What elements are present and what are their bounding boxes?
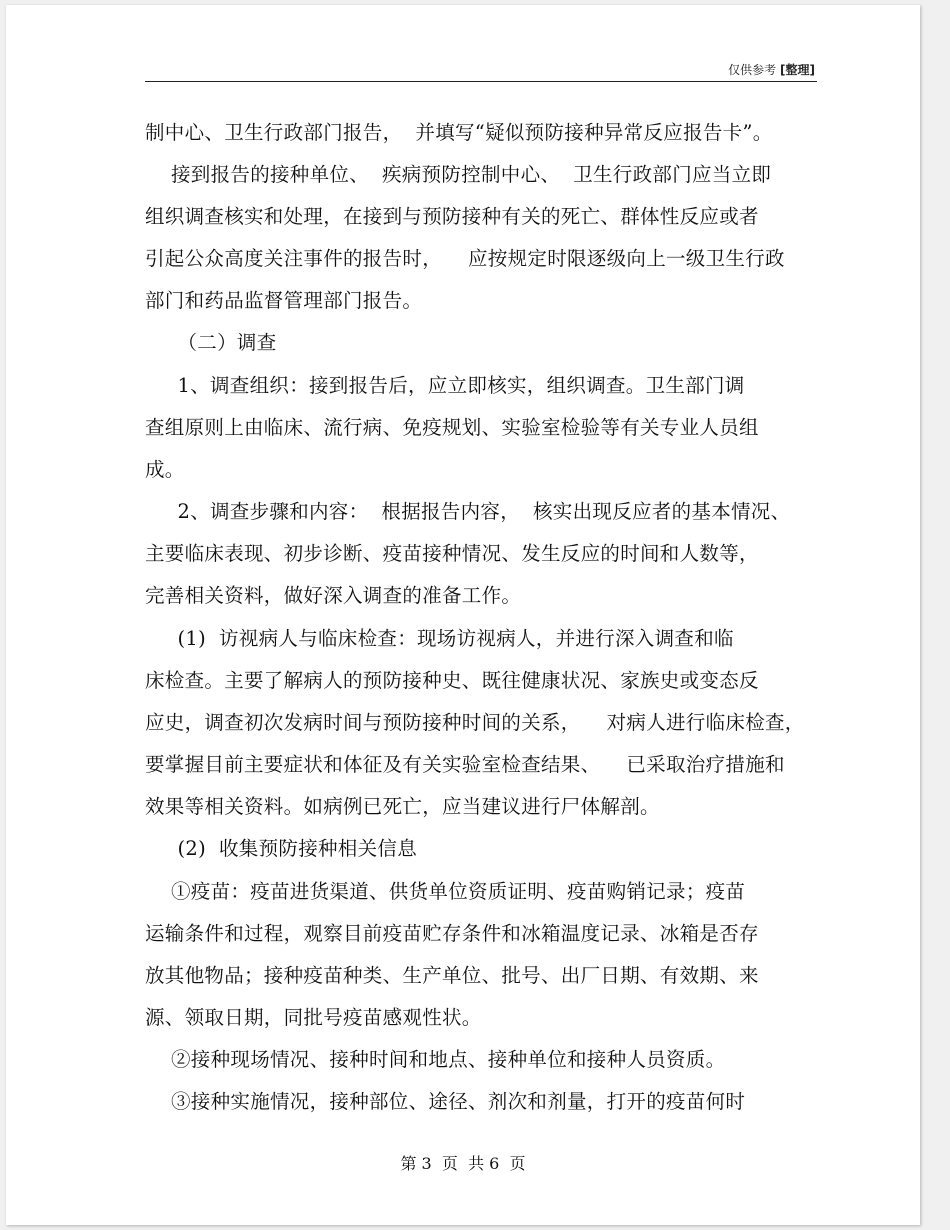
body-line: 1、调查组织：接到报告后，应立即核实，组织调查。卫生部门调 xyxy=(145,374,745,397)
page-header xyxy=(145,61,815,77)
body-line: 运输条件和过程，观察目前疫苗贮存条件和冰箱温度记录、冰箱是否存 xyxy=(145,922,759,945)
body-line: 成。 xyxy=(145,458,185,481)
header-text: 仅供参考 xyxy=(728,63,777,77)
body-line: 部门和药品监督管理部门报告。 xyxy=(145,289,423,312)
body-line: 查组原则上由临床、流行病、免疫规划、实验室检验等有关专业人员组 xyxy=(145,416,759,439)
body-line: ②接种现场情况、接种时间和地点、接种单位和接种人员资质。 xyxy=(145,1048,726,1071)
body-line: (1) 访视病人与临床检查：现场访视病人，并进行深入调查和临 xyxy=(145,627,734,650)
body-line: 制中心、卫生行政部门报告， 并填写“疑似预防接种异常反应报告卡”。 xyxy=(145,121,773,144)
body-line: 应史，调查初次发病时间与预防接种时间的关系， 对病人进行临床检查， xyxy=(145,711,805,734)
body-line: 接到报告的接种单位、 疾病预防控制中心、 卫生行政部门应当立即 xyxy=(145,163,772,186)
body-line: ①疫苗：疫苗进货渠道、供货单位资质证明、疫苗购销记录；疫苗 xyxy=(145,880,746,903)
header-rule xyxy=(145,81,817,82)
body-line: 组织调查核实和处理，在接到与预防接种有关的死亡、群体性反应或者 xyxy=(145,205,759,228)
body-line: 引起公众高度关注事件的报告时， 应按规定时限逐级向上一级卫生行政 xyxy=(145,247,785,270)
body-line: 完善相关资料，做好深入调查的准备工作。 xyxy=(145,584,522,607)
body-line: 效果等相关资料。如病例已死亡，应当建议进行尸体解剖。 xyxy=(145,795,660,818)
section-heading: （二）调查 xyxy=(145,331,277,354)
body-line: 主要临床表现、初步诊断、疫苗接种情况、发生反应的时间和人数等， xyxy=(145,542,759,565)
subsection-heading: (2) 收集预防接种相关信息 xyxy=(145,837,418,860)
body-line: ③接种实施情况，接种部位、途径、剂次和剂量，打开的疫苗何时 xyxy=(145,1090,746,1113)
header-bracket: [整理] xyxy=(780,63,815,77)
document-page xyxy=(6,5,920,1225)
body-line: 2、调查步骤和内容： 根据报告内容， 核实出现反应者的基本情况、 xyxy=(145,500,791,523)
body-line: 源、领取日期，同批号疫苗感观性状。 xyxy=(145,1006,482,1029)
body-line: 放其他物品；接种疫苗种类、生产单位、批号、出厂日期、有效期、来 xyxy=(145,964,759,987)
body-line: 床检查。主要了解病人的预防接种史、既往健康状况、家族史或变态反 xyxy=(145,669,759,692)
body-line: 要掌握目前主要症状和体征及有关实验室检查结果、 已采取治疗措施和 xyxy=(145,753,785,776)
page-number-footer: 第 3 页 共 6 页 xyxy=(400,1154,526,1173)
